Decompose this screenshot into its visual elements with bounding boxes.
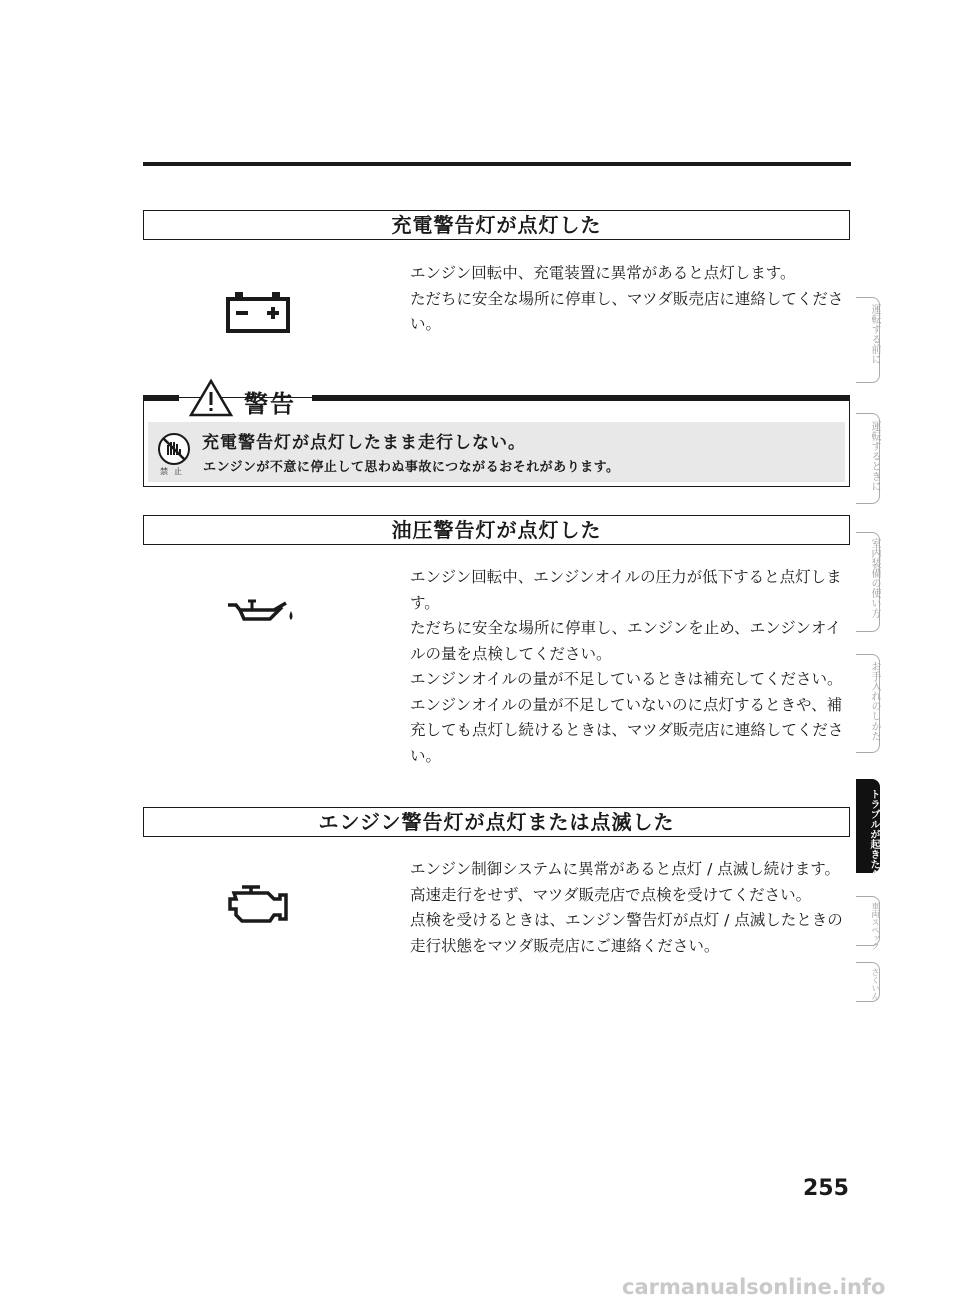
side-tab-label: 運転する前に xyxy=(869,304,880,364)
section-title-engine: エンジン警告灯が点灯または点滅した xyxy=(143,807,850,837)
warning-line-2: エンジンが不意に停止して思わぬ事故につながるおそれがあります。 xyxy=(203,460,620,475)
paragraph: ただちに安全な場所に停車し、マツダ販売店に連絡してください。 xyxy=(410,289,844,333)
warning-triangle-icon xyxy=(188,378,234,418)
section-text-oil xyxy=(410,565,850,769)
battery-warning-icon xyxy=(222,289,292,333)
paragraph: 点検を受けるときは、エンジン警告灯が点灯 / 点滅したときの走行状態をマツダ販売店にご連絡ください。 xyxy=(410,911,843,955)
oil-pressure-warning-icon xyxy=(222,597,300,627)
side-tab-label-active: トラブルが起きたら xyxy=(868,789,879,879)
side-tab-label: 車両スペック xyxy=(871,902,880,950)
paragraph: エンジン回転中、エンジンオイルの圧力が低下すると点灯します。 xyxy=(410,568,842,612)
watermark: carmanualsonline.info xyxy=(622,1275,886,1299)
prohibited-hand-icon xyxy=(156,431,192,467)
paragraph: 高速走行をせず、マツダ販売店で点検を受けてください。 xyxy=(410,885,812,904)
prohibit-label: 禁止 xyxy=(160,467,188,476)
section-text-engine xyxy=(410,857,850,959)
side-tab-label: お手入れのしかた xyxy=(869,661,880,741)
section-title-oil: 油圧警告灯が点灯した xyxy=(143,515,850,545)
top-rule xyxy=(143,162,851,166)
warning-title: 警告 xyxy=(244,390,296,418)
section-title-charging: 充電警告灯が点灯した xyxy=(143,210,850,240)
paragraph: エンジンオイルの量が不足していないのに点灯するときや、補充しても点灯し続けるときは、マツダ販売店に連絡してください。 xyxy=(410,695,844,765)
warning-bar xyxy=(143,395,179,401)
side-tab-label: 運転するときに xyxy=(869,421,880,491)
paragraph: エンジン制御システムに異常があると点灯 / 点滅し続けます。 xyxy=(410,860,841,878)
paragraph: エンジン回転中、充電装置に異常があると点灯します。 xyxy=(410,264,796,282)
paragraph: ただちに安全な場所に停車し、エンジンを止め、エンジンオイルの量を点検してください。 xyxy=(410,619,842,663)
warning-line-1: 充電警告灯が点灯したまま走行しない。 xyxy=(202,433,526,453)
section-text-charging xyxy=(410,261,850,338)
page-number: 255 xyxy=(803,1176,849,1201)
side-tab-label: さくいん xyxy=(871,968,880,1000)
warning-bar xyxy=(312,395,850,401)
side-tab-label: 室内装備の使い方 xyxy=(869,538,880,618)
paragraph: エンジンオイルの量が不足しているときは補充してください。 xyxy=(410,670,843,688)
check-engine-icon xyxy=(224,883,290,925)
